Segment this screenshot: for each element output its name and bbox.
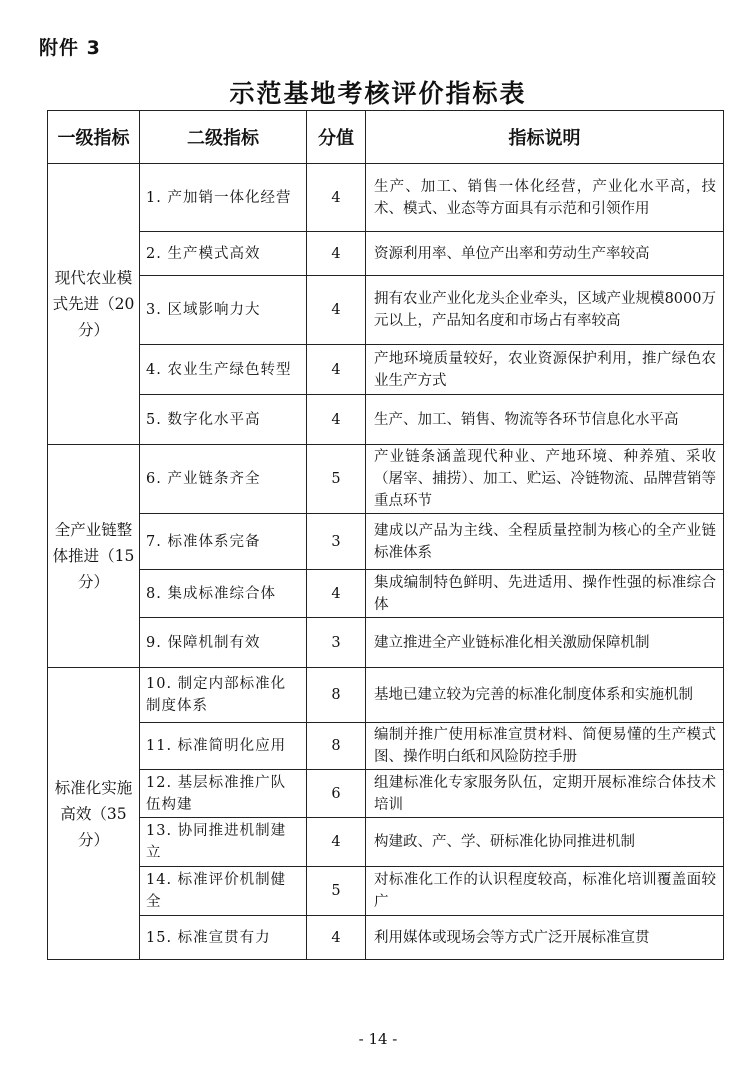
page-title: 示范基地考核评价指标表: [229, 79, 527, 108]
score-cell: 8: [307, 668, 366, 723]
description-cell: 构建政、产、学、研标准化协同推进机制: [366, 818, 724, 867]
score-cell: 4: [307, 818, 366, 867]
level2-cell: 9. 保障机制有效: [140, 618, 307, 668]
level2-cell: 12. 基层标准推广队伍构建: [140, 770, 307, 818]
score-cell: 4: [307, 570, 366, 618]
level1-cell: 全产业链整体推进（15分）: [48, 445, 140, 668]
header-level2: 二级指标: [140, 111, 307, 164]
table-row: [48, 514, 724, 570]
header-level1: 一级指标: [48, 111, 140, 164]
score-cell: 3: [307, 618, 366, 668]
level1-cell: 标准化实施高效（35分）: [48, 668, 140, 960]
page-number: - 14 -: [358, 1030, 398, 1048]
description-cell: 生产、加工、销售、物流等各环节信息化水平高: [366, 395, 724, 445]
table-row: [48, 770, 724, 818]
score-cell: 4: [307, 276, 366, 345]
description-cell: 生产、加工、销售一体化经营，产业化水平高，技术、模式、业态等方面具有示范和引领作用: [366, 164, 724, 232]
table-header-row: [48, 111, 724, 164]
level2-cell: 8. 集成标准综合体: [140, 570, 307, 618]
description-cell: 建立推进全产业链标准化相关激励保障机制: [366, 618, 724, 668]
description-cell: 组建标准化专家服务队伍，定期开展标准综合体技术培训: [366, 770, 724, 818]
level2-cell: 13. 协同推进机制建立: [140, 818, 307, 867]
description-cell: 建成以产品为主线、全程质量控制为核心的全产业链标准体系: [366, 514, 724, 570]
score-cell: 4: [307, 916, 366, 960]
table-row: [48, 618, 724, 668]
level1-cell: 现代农业模式先进（20分）: [48, 164, 140, 445]
score-cell: 5: [307, 445, 366, 514]
table-row: [48, 723, 724, 770]
description-cell: 拥有农业产业化龙头企业牵头，区域产业规模8000万元以上，产品知名度和市场占有率较高: [366, 276, 724, 345]
score-cell: 3: [307, 514, 366, 570]
table-row: [48, 345, 724, 395]
table-row: [48, 867, 724, 916]
description-cell: 对标准化工作的认识程度较高，标准化培训覆盖面较广: [366, 867, 724, 916]
score-cell: 4: [307, 232, 366, 276]
level2-cell: 11. 标准简明化应用: [140, 723, 307, 770]
score-cell: 4: [307, 345, 366, 395]
score-cell: 4: [307, 395, 366, 445]
table-row: [48, 164, 724, 232]
table-body: [48, 164, 724, 960]
score-cell: 6: [307, 770, 366, 818]
level2-cell: 6. 产业链条齐全: [140, 445, 307, 514]
table-row: [48, 445, 724, 514]
table-row: [48, 916, 724, 960]
table-row: [48, 395, 724, 445]
score-cell: 8: [307, 723, 366, 770]
description-cell: 利用媒体或现场会等方式广泛开展标准宣贯: [366, 916, 724, 960]
level2-cell: 3. 区域影响力大: [140, 276, 307, 345]
level2-cell: 15. 标准宣贯有力: [140, 916, 307, 960]
header-score: 分值: [307, 111, 366, 164]
score-cell: 4: [307, 164, 366, 232]
level2-cell: 4. 农业生产绿色转型: [140, 345, 307, 395]
description-cell: 编制并推广使用标准宣贯材料、简便易懂的生产模式图、操作明白纸和风险防控手册: [366, 723, 724, 770]
description-cell: 产业链条涵盖现代种业、产地环境、种养殖、采收（屠宰、捕捞）、加工、贮运、冷链物流、品牌营销等重点环节: [366, 445, 724, 514]
description-cell: 基地已建立较为完善的标准化制度体系和实施机制: [366, 668, 724, 723]
level2-cell: 10. 制定内部标准化制度体系: [140, 668, 307, 723]
description-cell: 产地环境质量较好，农业资源保护利用，推广绿色农业生产方式: [366, 345, 724, 395]
table-row: [48, 232, 724, 276]
score-cell: 5: [307, 867, 366, 916]
table-row: [48, 570, 724, 618]
description-cell: 集成编制特色鲜明、先进适用、操作性强的标准综合体: [366, 570, 724, 618]
level2-cell: 1. 产加销一体化经营: [140, 164, 307, 232]
evaluation-table: [47, 110, 724, 960]
level2-cell: 2. 生产模式高效: [140, 232, 307, 276]
table-row: [48, 276, 724, 345]
level2-cell: 7. 标准体系完备: [140, 514, 307, 570]
level2-cell: 5. 数字化水平高: [140, 395, 307, 445]
table-row: [48, 668, 724, 723]
header-description: 指标说明: [366, 111, 724, 164]
attachment-label: 附件 3: [39, 37, 101, 59]
level2-cell: 14. 标准评价机制健全: [140, 867, 307, 916]
table-row: [48, 818, 724, 867]
description-cell: 资源利用率、单位产出率和劳动生产率较高: [366, 232, 724, 276]
